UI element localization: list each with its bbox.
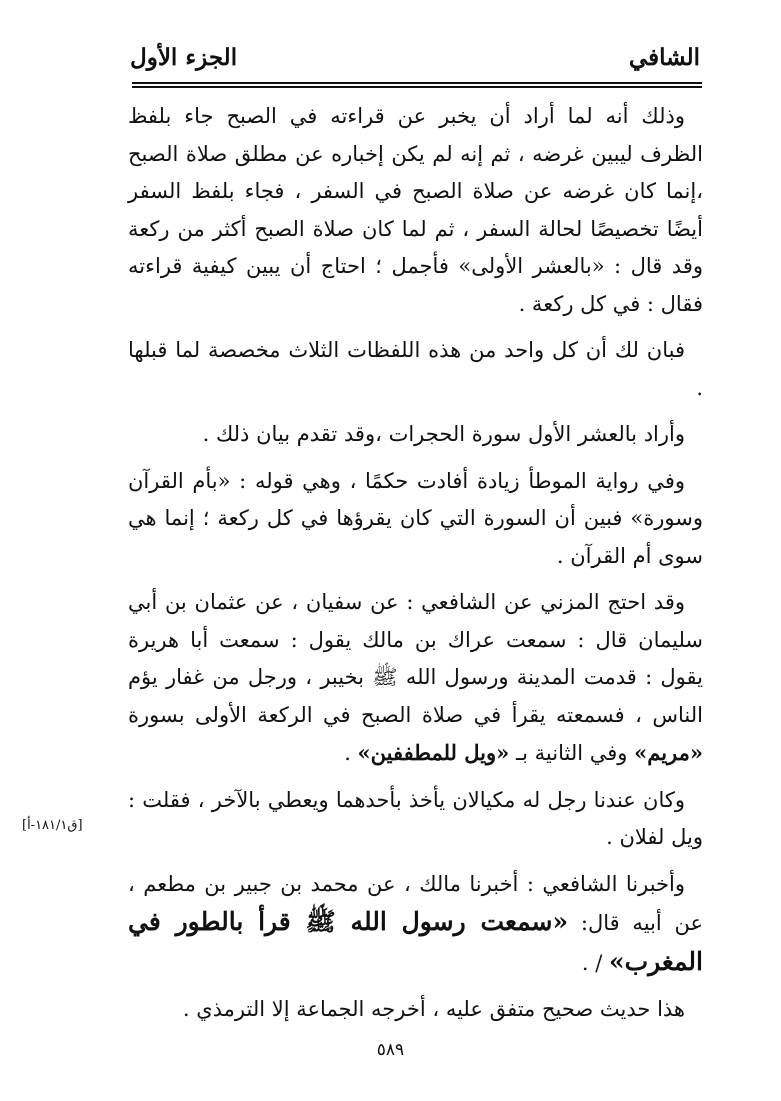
paragraph-segment: وذلك أنه لما أراد أن يخبر عن قراءته في الصبح جاء بلفظ الظرف ليبين غرضه ، ثم إنه لم يكن إخباره عن مطلق صلاة الصبح ،إنما كان غرضه عن صلاة الصبح في السفر ، فجاء بلفظ السفر أيضًا تخصيصًا لحالة السفر ، ثم لما كان صلاة الصبح أكثر من ركعة وقد قال : «بالعشر الأولى» فأجمل ؛ احتاج أن يبين كيفية قراءته فقال : في كل ركعة . [128, 104, 703, 316]
header-rule-top [132, 82, 702, 84]
paragraph-segment: وفي الثانية بـ [509, 741, 635, 765]
paragraph-2 [128, 332, 703, 407]
page-number: ٥٨٩ [376, 1040, 405, 1060]
paragraph-segment: وأخبرنا الشافعي : أخبرنا مالك ، عن محمد بن جبير بن مطعم ، عن أبيه قال: [128, 871, 703, 935]
manuscript-folio-note: [ق١٨١/١-أ] [22, 818, 83, 833]
paragraph-7 [128, 866, 703, 983]
book-title: الشافي [628, 44, 700, 71]
paragraph-segment: «ويل للمطففين» [357, 740, 510, 765]
paragraph-segment: وأراد بالعشر الأول سورة الحجرات ،وقد تقدم بيان ذلك . [202, 422, 685, 446]
paragraph-segment: . [344, 741, 358, 765]
paragraph-4 [128, 463, 703, 576]
paragraph-segment: وكان عندنا رجل له مكيالان يأخذ بأحدهما ويعطي بالآخر ، فقلت : ويل لفلان . [128, 787, 703, 849]
paragraph-1 [128, 98, 703, 323]
paragraph-5 [128, 584, 703, 773]
paragraph-segment: هذا حديث صحيح متفق عليه ، أخرجه الجماعة إلا الترمذي . [182, 997, 685, 1021]
paragraph-segment: فبان لك أن كل واحد من هذه اللفظات الثلاث مخصصة لما قبلها . [128, 338, 703, 400]
paragraph-segment: «سمعت رسول الله ﷺ قرأ بالطور في المغرب» [128, 907, 703, 976]
paragraph-segment: وقد احتج المزني عن الشافعي : عن سفيان ، عن عثمان بن أبي سليمان قال : سمعت عراك بن مالك يقول : سمعت أبا هريرة يقول : قدمت المدينة ورسول الله ﷺ بخيبر ، ورجل من غفار يؤم الناس ، فسمعته يقرأ في صلاة الصبح في الركعة الأولى بسورة [128, 590, 703, 727]
part-label: الجزء الأول [130, 44, 238, 71]
paragraph-segment: / . [581, 950, 609, 975]
paragraph-segment: وفي رواية الموطأ زيادة أفادت حكمًا ، وهي قوله : «بأم القرآن وسورة» فبين أن السورة التي كان يقرؤها في كل ركعة ؛ إنما هي سوى أم القرآن . [128, 468, 703, 568]
paragraph-3 [128, 416, 703, 454]
paragraph-6 [128, 782, 703, 857]
body-text [128, 98, 703, 1038]
header-rule-bottom [132, 86, 702, 88]
running-header [130, 44, 700, 80]
paragraph-segment: «مريم» [634, 740, 703, 765]
paragraph-8 [128, 991, 703, 1029]
